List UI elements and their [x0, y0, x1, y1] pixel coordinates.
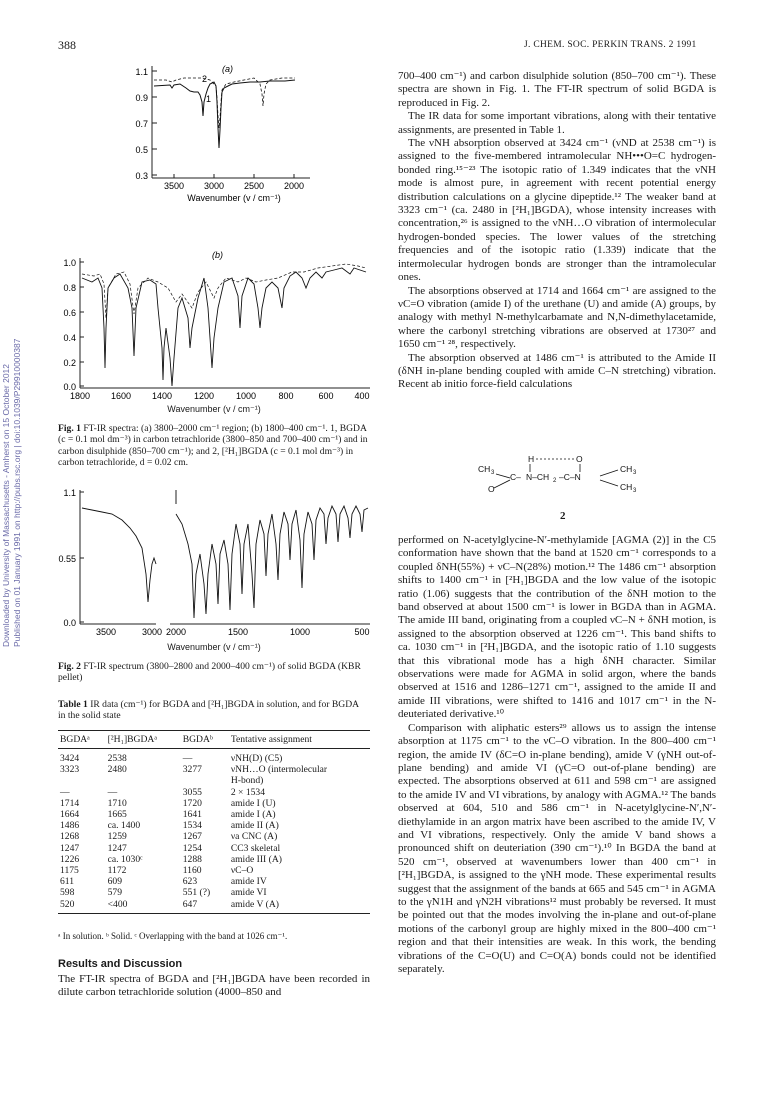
table-cell: 551 (?) — [182, 887, 211, 899]
table-cell: CC3 skeletal — [230, 842, 281, 854]
table-cell: 3055 — [182, 786, 202, 798]
table-cell: — — [60, 786, 70, 798]
running-head: J. CHEM. SOC. PERKIN TRANS. 2 1991 — [524, 40, 697, 50]
table-cell: amide I (A) — [230, 809, 276, 821]
table-cell: 1247 — [60, 842, 80, 854]
svg-text:O: O — [488, 484, 495, 494]
table-header-cell: BGDAᵇ — [181, 731, 229, 749]
table-cell: 1267 — [182, 831, 202, 843]
fig1b-ytick: 0.4 — [63, 333, 76, 343]
fig1b-xtick: 400 — [354, 391, 370, 400]
fig1a-curve-1 — [154, 80, 295, 148]
table-cell: 1226 — [60, 853, 80, 865]
svg-text:H: H — [528, 454, 535, 464]
table-row — [58, 831, 370, 842]
fig1b-curve-2 — [82, 264, 366, 318]
table-cell: 1720 — [182, 797, 202, 809]
table-cell: H-bond) — [230, 775, 264, 787]
table-row — [58, 887, 370, 898]
structure-2-drawing — [470, 452, 670, 504]
fig1b-ytick: 0.8 — [63, 283, 76, 293]
table-cell: amide II (A) — [230, 820, 279, 832]
paragraph: performed on N-acetylglycine-N′-methylamide [AGMA (2)] in the C5 conformation have shown that the band at 1520 cm⁻¹ corresponds to a coupled δNH(55%) + νC–N(28%) motion.¹² The 1486 cm⁻¹ absorption shifts to 1400 cm⁻¹ in [²H₁]BGDA and the low value of the isotopic ratio (1.06) suggests that the contribution of the δNH motion to the band observed at about 1500 cm⁻¹ is lower in BGDA than in AGMA. The amide III band, originating from a coupled νC–N + δNH motion, is assigned to the absorption observed at 1226 cm⁻¹. This band shifts to ca. 1030 cm⁻¹ in [²H₁]BGDA, and the isotopic ratio of 1.10 suggests that this vibrational mode has a high δNH character. Similar observations were made for AGMA in solid argon, where the bands observed at 1516 and 1286–1271 cm⁻¹, assigned to the amide II and amide III vibrations, were shifted to 1416 and 1017 cm⁻¹ in the N-deuteriated derivative.¹⁰ — [398, 534, 716, 721]
table-header-cell: Tentative assignment — [229, 731, 370, 749]
table-cell: 1254 — [182, 842, 202, 854]
table-cell — [58, 775, 106, 786]
fig1a-ytick: 0.7 — [135, 119, 148, 129]
fig1b-xtick: 600 — [318, 391, 334, 400]
svg-text:CH: CH — [478, 464, 491, 474]
table-cell: 1247 — [107, 842, 127, 854]
fig1a-xtick: 2000 — [283, 181, 305, 191]
table-cell: 1175 — [60, 865, 79, 877]
table-cell — [106, 775, 181, 786]
results-text: The FT-IR spectra of BGDA and [²H₁]BGDA have been recorded in dilute carbon tetrachloride solution (4000–850 and — [58, 973, 370, 999]
fig1b-panel-label: (b) — [212, 250, 223, 260]
table1 — [58, 730, 370, 914]
table-cell: 1665 — [107, 809, 127, 821]
table-row — [58, 876, 370, 887]
table-row — [58, 764, 370, 775]
table-cell: 1534 — [182, 820, 202, 832]
fig1a-ytick: 0.5 — [135, 145, 148, 155]
table-row — [58, 809, 370, 820]
table-row — [58, 899, 370, 914]
table-cell: 1259 — [107, 831, 127, 843]
fig1b-spectrum — [58, 248, 378, 400]
table-cell: amide V (A) — [229, 899, 370, 914]
table-row — [58, 843, 370, 854]
table-cell: 1172 — [107, 865, 127, 877]
fig1b-curve-1 — [82, 268, 366, 386]
fig1a-xtick: 3500 — [163, 181, 185, 191]
svg-text:O: O — [576, 454, 583, 464]
fig1-caption-text: FT-IR spectra: (a) 3800–2000 cm⁻¹ region; (b) 1800–400 cm⁻¹. 1, BGDA (c = 0.1 mol dm⁻³) in carbon tetrachloride (3800–850 and 700–400 cm⁻¹) and in carbon disulphide (850–700 cm⁻¹); and 2, [²H₁]BGDA (c = 0.1 mol dm⁻³) in carbon tetrachloride, d = 0.02 cm. — [58, 423, 368, 468]
fig1b-xtick: 1400 — [151, 391, 173, 400]
fig2-caption-text: FT-IR spectrum (3800–2800 and 2000–400 cm⁻¹) of solid BGDA (KBR pellet) — [58, 661, 361, 684]
table-header-cell: BGDAᵃ — [58, 731, 106, 749]
fig1b-xtick: 1000 — [235, 391, 257, 400]
svg-text:–C–N: –C–N — [559, 472, 581, 482]
download-stamp — [1, 338, 23, 647]
table-cell: 1160 — [182, 865, 202, 877]
fig2-caption-label: Fig. 2 — [58, 661, 81, 672]
table-header-row — [58, 731, 370, 749]
fig1a-curve-label: 1 — [206, 94, 212, 104]
table1-footnote: ᵃ In solution. ᵇ Solid. ᶜ Overlapping with the band at 1026 cm⁻¹. — [58, 931, 288, 941]
svg-text:C–: C– — [510, 472, 521, 482]
table-cell: 598 — [60, 887, 75, 899]
table-cell: 3277 — [182, 764, 202, 776]
table-row — [58, 787, 370, 798]
table-cell: 1288 — [182, 853, 202, 865]
fig2-xtick: 3000 — [141, 627, 163, 637]
table-cell: 3323 — [60, 764, 80, 776]
download-stamp-line1[interactable]: Downloaded by University of Massachusetts - Amherst on 15 October 2012 — [1, 363, 11, 647]
paragraph: The νNH absorption observed at 3424 cm⁻¹ (νND at 2538 cm⁻¹) is assigned to the five-membered intramolecular NH•••O=C hydrogen-bonded ring.¹⁵⁻²³ The isotopic ratio of 1.349 indicates that the νNH mode is almost pure, in agreement with recent potential energy distribution calculations on a glycine dipeptide.¹² The weaker band at 3323 cm⁻¹ (ca. 2480 in [²H₁]BGDA), whose intensity increases with concentration,²⁶ is assigned to the νNH…O vibration of intermolecular hydrogen-bonded species. The lower values of the stretching frequencies and of the isotopic ratio (1.339) indicate that the intermolecular hydrogen bonds are stronger than the intramolecular ones. — [398, 137, 716, 284]
table-cell: — — [182, 753, 193, 764]
table-cell: amide III (A) — [230, 853, 282, 865]
table-cell: 2480 — [107, 764, 127, 776]
structure-number: 2 — [560, 510, 566, 522]
fig2-ytick: 1.1 — [63, 488, 76, 498]
section-heading: Results and Discussion — [58, 958, 183, 970]
fig1b-xlabel: Wavenumber (v / cm⁻¹) — [167, 404, 261, 414]
table-cell: νC–O — [230, 865, 254, 877]
fig1a-ytick: 0.9 — [135, 93, 148, 103]
svg-text:3: 3 — [491, 470, 495, 476]
table-cell: amide I (U) — [230, 797, 276, 809]
table-row — [58, 775, 370, 786]
fig2-curve-left — [82, 508, 156, 602]
table1-caption-label: Table 1 — [58, 699, 88, 710]
table-row — [58, 820, 370, 831]
fig2-ytick: 0.55 — [58, 554, 76, 564]
table-row — [58, 798, 370, 809]
fig1a-panel-label: (a) — [222, 64, 233, 74]
table-cell: 579 — [107, 887, 122, 899]
fig2-ytick: 0.0 — [63, 618, 76, 628]
right-column-top — [398, 70, 716, 392]
table-cell: 3424 — [60, 753, 80, 764]
table-cell: 609 — [107, 876, 122, 888]
fig1b-ytick: 0.0 — [63, 382, 76, 392]
table-row — [58, 749, 370, 765]
table-cell: 2538 — [107, 753, 127, 764]
table-cell: <400 — [106, 899, 181, 914]
table-row — [58, 865, 370, 876]
svg-text:CH: CH — [620, 482, 633, 492]
right-column-bottom — [398, 534, 716, 976]
fig2-xlabel: Wavenumber (v / cm⁻¹) — [167, 642, 261, 652]
paragraph: The absorptions observed at 1714 and 1664 cm⁻¹ are assigned to the νC=O vibration (amide I) of the urethane (U) and amide (A) groups, by analogy with methyl N-methylcarbamate and N,N-dimethylacetamide, where the carbonyl stretching vibrations are observed at 1730²⁷ and 1650 cm⁻¹ ²⁸, respectively. — [398, 284, 716, 351]
table-cell: 647 — [181, 899, 229, 914]
fig1a-xtick: 2500 — [243, 181, 265, 191]
table-cell: ca. 1030ᶜ — [107, 853, 143, 865]
svg-text:3: 3 — [633, 488, 637, 494]
fig1b-ytick: 1.0 — [63, 258, 76, 268]
table1-caption — [58, 699, 368, 722]
svg-text:2: 2 — [553, 478, 557, 484]
fig2-xtick: 1000 — [289, 627, 311, 637]
fig1b-ytick: 0.6 — [63, 308, 76, 318]
paragraph: The IR data for some important vibrations, along with their tentative assignments, are presented in Table 1. — [398, 110, 716, 136]
fig1a-curve-label: 2 — [202, 74, 208, 84]
table-cell: ca. 1400 — [107, 820, 141, 832]
fig2-xtick: 2000 — [165, 627, 187, 637]
fig1b-xtick: 1200 — [193, 391, 215, 400]
fig2-xtick: 1500 — [227, 627, 249, 637]
table-cell: 611 — [60, 876, 75, 888]
table-cell — [181, 775, 229, 786]
table-cell: 1664 — [60, 809, 80, 821]
table-cell: — — [107, 786, 118, 798]
table-cell: 1268 — [60, 831, 80, 843]
fig2-caption — [58, 661, 368, 684]
fig2-xtick: 3500 — [95, 627, 117, 637]
paragraph: 700–400 cm⁻¹) and carbon disulphide solution (850–700 cm⁻¹). These spectra are shown in Fig. 1. The FT-IR spectrum of solid BGDA is reproduced in Fig. 2. — [398, 70, 716, 109]
fig1-caption — [58, 423, 368, 468]
page-number: 388 — [58, 38, 76, 52]
svg-text:CH: CH — [620, 464, 633, 474]
fig2-curve-right — [176, 506, 368, 618]
fig2-xtick: 500 — [354, 627, 370, 637]
table-cell: νa CNC (A) — [230, 831, 278, 843]
table-cell: 1486 — [60, 820, 80, 832]
fig1a-ytick: 1.1 — [135, 67, 148, 77]
paragraph: The absorption observed at 1486 cm⁻¹ is attributed to the Amide II (δNH in-plane bending coupled with amide C–N stretching) vibration. Recent ab initio force-field calculations — [398, 351, 716, 391]
table-cell: 1714 — [60, 797, 80, 809]
table-cell: νNH(D) (C5) — [230, 753, 283, 764]
fig1b-xtick: 800 — [278, 391, 294, 400]
table-cell: 2 × 1534 — [230, 786, 266, 798]
table-cell: 520 — [58, 899, 106, 914]
table-cell: amide IV — [230, 876, 267, 888]
fig1b-xtick: 1800 — [69, 391, 91, 400]
fig2-spectrum — [58, 484, 378, 639]
fig1-caption-label: Fig. 1 — [58, 423, 81, 434]
svg-text:N–CH: N–CH — [526, 472, 550, 482]
fig1b-ytick: 0.2 — [63, 358, 76, 368]
svg-text:3: 3 — [633, 470, 637, 476]
table-cell: amide VI — [230, 887, 267, 899]
table-cell: νNH…O (intermolecular — [230, 764, 328, 776]
table-cell: 623 — [182, 876, 198, 888]
table1-caption-text: IR data (cm⁻¹) for BGDA and [²H₁]BGDA in solution, and for BGDA in the solid state — [58, 699, 359, 722]
fig1a-spectrum — [110, 58, 330, 218]
fig1a-xlabel: Wavenumber (v / cm⁻¹) — [187, 193, 281, 203]
table-cell: 1710 — [107, 797, 127, 809]
table-cell: 1641 — [182, 809, 202, 821]
download-stamp-line2[interactable]: Published on 01 January 1991 on http://pubs.rsc.org | doi:10.1039/P29910000387 — [12, 338, 22, 647]
paragraph: Comparison with aliphatic esters²⁹ allows us to assign the intense absorption at 1175 cm⁻¹ to the νC–O vibration. In the 800–400 cm⁻¹ region, the amide IV (δC=O in-plane bending), amide V (γNH out-of-plane bending) and amide VI (γC=O out-of-plane bending) are expected. The absorptions observed at 611 and 598 cm⁻¹ are assigned to the amide IV and VI vibrations, by analogy with AGMA.¹² The bands observed at 604, 510 and 586 cm⁻¹ in N-acetylglycine-N′,N′-diethylamide in an argon matrix have been ascribed to the amide IV, V and VI vibrations, respectively. Only the amide V band shows a pronounced shift on deuteriation (390 cm⁻¹).¹⁰ In BGDA the band at 520 cm⁻¹, observed at wavenumbers lower than 400 cm⁻¹ in [²H₁]BGDA, is assigned to the γNH mode. These experimental results suggest that the assignment of the bands at 665 and 545 cm⁻¹ in AGMA to the γN1H and γN2H vibrations¹² must probably be reversed. It must be pointed out that the modes involving the in-plane and out-of-plane motions of the carbonyl group are highly mixed in the 800–400 cm⁻¹ region and that their intensities are weak. In this work, the bending vibrations of the C=O(U) and C=O(A) bonds could not be identified separately. — [398, 721, 716, 975]
fig1a-xtick: 3000 — [203, 181, 225, 191]
fig1a-ytick: 0.3 — [135, 171, 148, 181]
fig1a-curve-2 — [154, 78, 295, 128]
fig1b-xtick: 1600 — [110, 391, 132, 400]
table-row — [58, 854, 370, 865]
table-header-cell: [²H₁]BGDAᵃ — [106, 731, 181, 749]
